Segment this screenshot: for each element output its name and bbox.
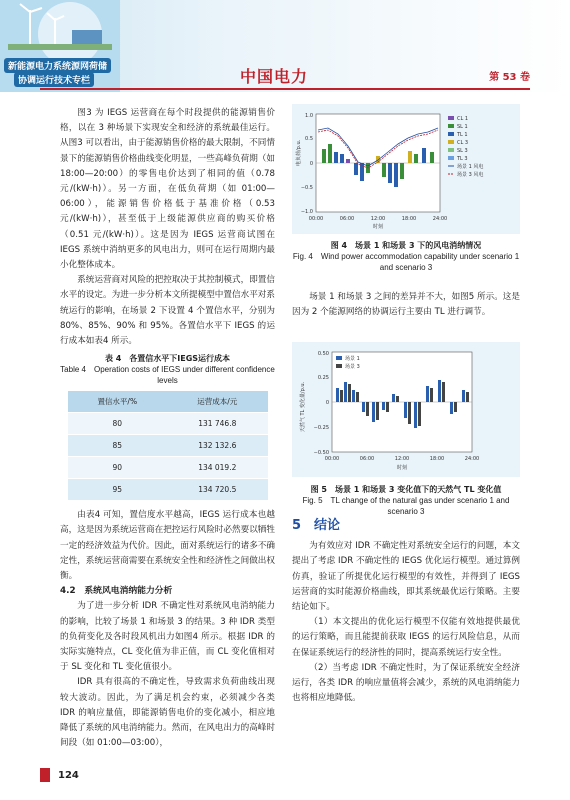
legend-item: 场景 1 <box>345 356 360 362</box>
table-caption-cn: 表 4 各置信水平下IEGS运行成本 <box>104 354 231 364</box>
table-header: 运营成本/元 <box>167 391 267 413</box>
fig4-xtick: 12:00 <box>370 216 386 222</box>
page-number-bar <box>40 768 50 782</box>
paragraph: （1）本文提出的优化运行模型不仅能有效地提供最优的运行策略，而且能提前获取 IEGS 的运行风险信息，从而在保证系统运行的经济性的同时，提高系统运行安全性。 <box>292 617 520 658</box>
table-row <box>68 413 268 435</box>
table-cell: 131 746.8 <box>167 413 267 435</box>
journal-banner <box>0 0 570 92</box>
table-cell: 95 <box>68 479 168 501</box>
right-text-2 <box>292 518 520 706</box>
legend-item: SL 3 <box>457 148 468 154</box>
paragraph: 系统运营商对风险的把控取决于其控制模式，即置信水平的设定。为进一步分析本文所提模型中置信水平对系统运行的影响，在场景 2 下设置 4 个置信水平，分别为 80%、85%、90% 和 95%。各置信水平下 IEGS 的运行成本如表4 所示。 <box>60 275 275 347</box>
fig5-ytick: 0.25 <box>317 375 329 381</box>
legend-item: CL 3 <box>457 140 469 146</box>
legend-item: TL 1 <box>457 132 468 138</box>
fig4-ytick: 0.5 <box>305 136 313 142</box>
fig5-caption-en: Fig. 5 TL change of the natural gas under scenario 1 and scenario 3 <box>302 496 510 516</box>
table-row <box>68 479 268 501</box>
paragraph: 由表4 可知，置信度水平越高，IEGS 运行成本也越高，这是因为系统运营商在把控运行风险时必然要以牺牲一定的经济效益为代价。因此，面对系统运行的诸多不确定性，系统运营商需要在系统安全性和经济性之间做出权衡。 <box>60 510 275 582</box>
legend-item: SL 1 <box>457 124 468 130</box>
banner-label-2: 协调运行技术专栏 <box>14 72 94 87</box>
fig4-ylabel: 电负荷/p.u. <box>296 139 302 166</box>
journal-title: 中国电力 <box>240 67 309 86</box>
left-column <box>60 106 275 752</box>
figure-5-chart <box>292 342 520 477</box>
legend-item: CL 1 <box>457 116 469 122</box>
fig4-ytick: 0 <box>309 161 313 167</box>
fig5-xtick: 24:00 <box>464 456 480 462</box>
table-cell: 134 720.5 <box>167 479 267 501</box>
table-cell: 80 <box>68 413 168 435</box>
table-row <box>68 435 268 457</box>
fig4-ytick: −0.5 <box>300 185 313 191</box>
fig4-ytick: 1.0 <box>305 113 313 119</box>
fig5-caption-cn: 图 5 场景 1 和场景 3 变化值下的天然气 TL 变化值 <box>310 485 502 494</box>
fig4-xtick: 18:00 <box>401 216 417 222</box>
fig4-legend <box>448 116 483 178</box>
fig5-ytick: −0.50 <box>313 450 329 456</box>
fig5-xtick: 12:00 <box>394 456 410 462</box>
right-text-1 <box>292 290 520 320</box>
subsection-heading: 4.2 系统风电消纳能力分析 <box>60 586 173 597</box>
banner-label-1: 新能源电力系统源网荷储 <box>4 58 111 73</box>
table-header: 置信水平/% <box>68 391 168 413</box>
fig5-ytick: 0 <box>325 400 329 406</box>
fig4-caption-cn: 图 4 场景 1 和场景 3 下的风电消纳情况 <box>330 241 482 250</box>
table-caption <box>60 353 275 386</box>
section-heading: 5 结论 <box>292 518 341 533</box>
page-number: 124 <box>58 770 79 781</box>
fig5-xtick: 18:00 <box>429 456 445 462</box>
paragraph: （2）当考虑 IDR 不确定性时，为了保证系统安全经济运行，各类 IDR 的响应量值将会减少，系统的风电消纳能力也将相应地降低。 <box>292 662 520 704</box>
paragraph: 为有效应对 IDR 不确定性对系统安全运行的问题，本文提出了考虑 IDR 不确定性的 IEGS 优化运行模型。通过算例仿真，验证了所提优化运行模型的有效性，并得到了 IEGS 运营商的实时能源价格曲线，即其系统最优运行策略。主要结论如下。 <box>292 541 520 613</box>
fig5-ylabel: 天然气 TL 变化量/p.u. <box>300 381 306 433</box>
table-caption-en: Table 4 Operation costs of IEGS under different confidence levels <box>60 365 275 386</box>
fig5-xlabel: 时刻 <box>396 465 408 471</box>
table-cell: 85 <box>68 435 168 457</box>
table-cell: 90 <box>68 457 168 479</box>
legend-item: TL 3 <box>457 156 468 162</box>
header-rule <box>40 88 530 90</box>
table-cell: 134 019.2 <box>167 457 267 479</box>
fig4-caption-en: Fig. 4 Wind power accommodation capability under scenario 1 and scenario 3 <box>292 252 520 272</box>
legend-item: 场景 3 风电 <box>457 172 484 178</box>
fig4-xtick: 00:00 <box>308 216 324 222</box>
figure-4-chart <box>292 104 520 234</box>
legend-item: 场景 1 风电 <box>457 164 484 170</box>
paragraph: 场景 1 和场景 3 之间的差异并不大，如图5 所示。这是因为 2 个能源网络的协调运行主要由 TL 进行调节。 <box>292 292 520 318</box>
legend-item: 场景 3 <box>345 364 360 370</box>
figure-5-caption <box>292 484 520 517</box>
fig5-xtick: 06:00 <box>359 456 375 462</box>
fig4-xtick: 24:00 <box>432 216 448 222</box>
paragraph: IDR 具有很高的不确定性，导致需求负荷曲线出现较大波动。因此，为了满足机会约束，必须减少各类 IDR 的响应量值，即能源销售电价的变化减小，相应地降低了系统的风电消纳能力。然而，在风电出力的高峰时间段（如 01:00—03:00）， <box>60 677 275 749</box>
fig4-xtick: 06:00 <box>339 216 355 222</box>
fig4-ytick: −1.0 <box>300 209 313 215</box>
fig5-ytick: −0.25 <box>313 425 329 431</box>
figure-4-caption <box>292 240 520 273</box>
fig5-ytick: 0.50 <box>317 351 329 357</box>
volume-number: 第 53 卷 <box>489 72 530 83</box>
paragraph: 为了进一步分析 IDR 不确定性对系统风电消纳能力的影响，比较了场景 1 和场景 3 的结果。3 种 IDR 类型的负荷变化及各时段风机出力如图4 所示。根据 IDR 的实际实施特点，CL 变化值为非正值，而 CL 变化值相对于 SL 变化和 TL 变化值很小。 <box>60 601 275 673</box>
fig4-xlabel: 时刻 <box>372 224 384 230</box>
table-cell: 132 132.6 <box>167 435 267 457</box>
cost-table <box>68 390 268 500</box>
paragraph: 图3 为 IEGS 运营商在每个时段提供的能源销售价格，以在 3 种场景下实现安全和经济的系统最佳运行。从图3 可以看出，由于能源销售价格的最大限制，不同情景下的能源销售价格曲线变化明显，一些高峰负荷期（如 18:00—20:00）的零售电价达到了相同的值（0.78 元/(kW·h)）。另一方面，在低负荷期（如 01:00—06:00），能源销售价格低于基准价格（0.53 元/(kW·h)），甚至低于上级能源供应商的购买价格（0.51 元/(kW·h)）。这是因为 IEGS 运营商试图在 IEGS 系统中消纳更多的风电出力，则可在运行周期内最小化整体成本。 <box>60 108 275 271</box>
fig5-xtick: 00:00 <box>324 456 340 462</box>
figure-5 <box>292 342 520 477</box>
table-row <box>68 457 268 479</box>
figure-4 <box>292 104 520 234</box>
